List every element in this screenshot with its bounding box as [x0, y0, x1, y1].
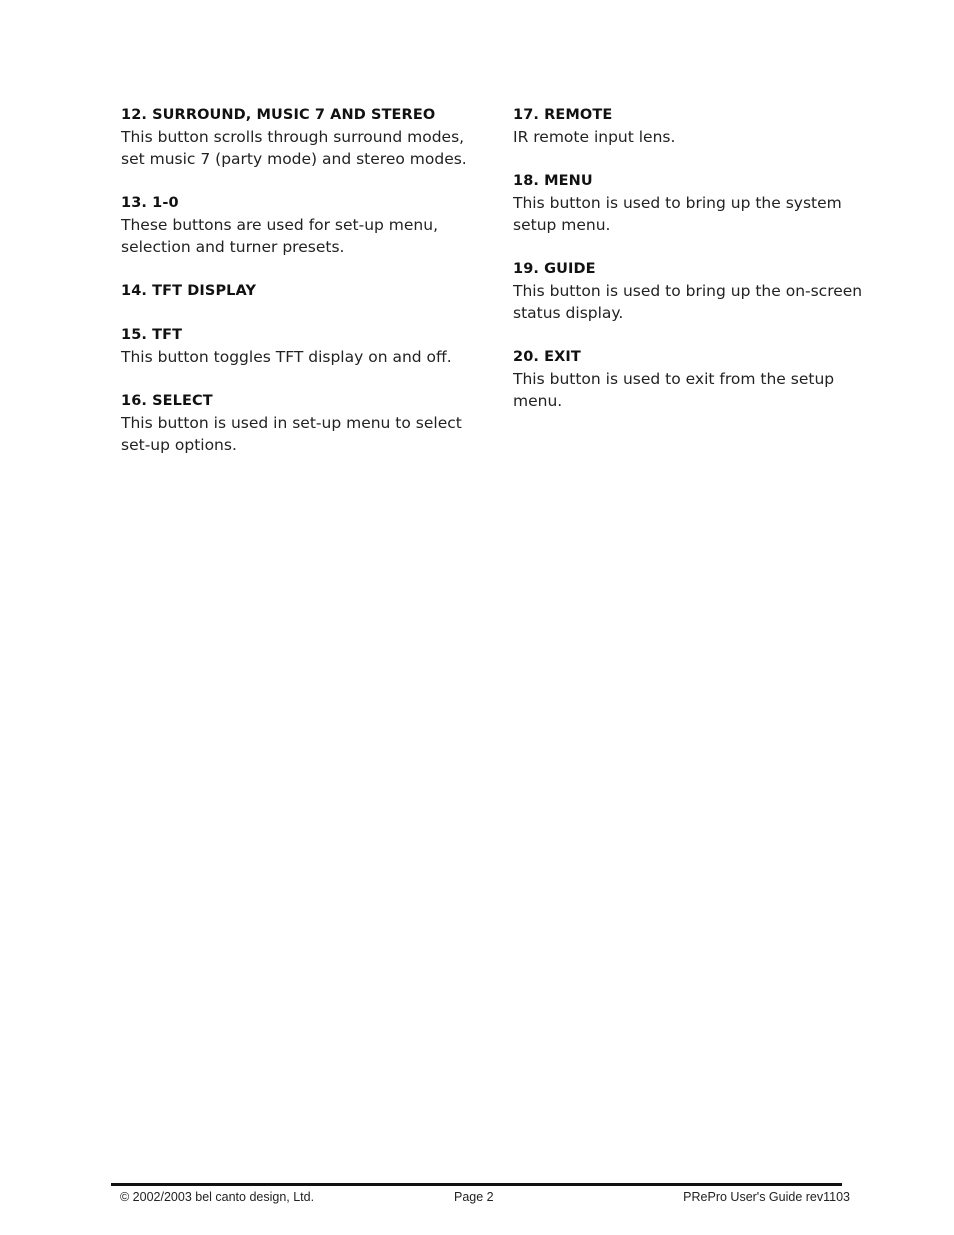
section-heading: 20. EXIT [513, 349, 581, 365]
section-tft [121, 324, 471, 368]
section-tft-display [121, 280, 471, 302]
section-select [121, 390, 471, 456]
footer-page-number: Page 2 [454, 1190, 494, 1204]
section-body: This button scrolls through surround modes, set music 7 (party mode) and stereo modes. [121, 128, 467, 168]
footer-copyright: © 2002/2003 bel canto design, Ltd. [120, 1190, 315, 1204]
section-body: This button is used to bring up the system setup menu. [513, 194, 842, 234]
section-remote [513, 104, 863, 148]
section-guide [513, 258, 863, 324]
section-body: IR remote input lens. [513, 128, 676, 146]
section-heading: 13. 1-0 [121, 195, 179, 211]
right-column [513, 104, 863, 412]
section-body: This button is used to exit from the setup menu. [513, 370, 835, 410]
section-heading: 17. REMOTE [513, 107, 613, 123]
section-surround [121, 104, 471, 170]
section-body: This button toggles TFT display on and off. [121, 348, 452, 366]
section-heading: 14. TFT DISPLAY [121, 283, 257, 299]
section-exit [513, 346, 863, 412]
section-heading: 18. MENU [513, 173, 593, 189]
section-body: This button is used in set-up menu to select set-up options. [121, 414, 462, 454]
section-heading: 19. GUIDE [513, 261, 596, 277]
footer-divider [111, 1183, 842, 1186]
section-menu [513, 170, 863, 236]
left-column [121, 104, 471, 456]
section-heading: 12. SURROUND, MUSIC 7 AND STEREO [121, 107, 436, 123]
section-heading: 16. SELECT [121, 393, 213, 409]
section-body: This button is used to bring up the on-screen status display. [513, 282, 863, 322]
section-body: These buttons are used for set-up menu, selection and turner presets. [121, 216, 439, 256]
footer-guide-title: PRePro User's Guide rev1103 [683, 1190, 850, 1204]
section-number-buttons [121, 192, 471, 258]
section-heading: 15. TFT [121, 327, 183, 343]
